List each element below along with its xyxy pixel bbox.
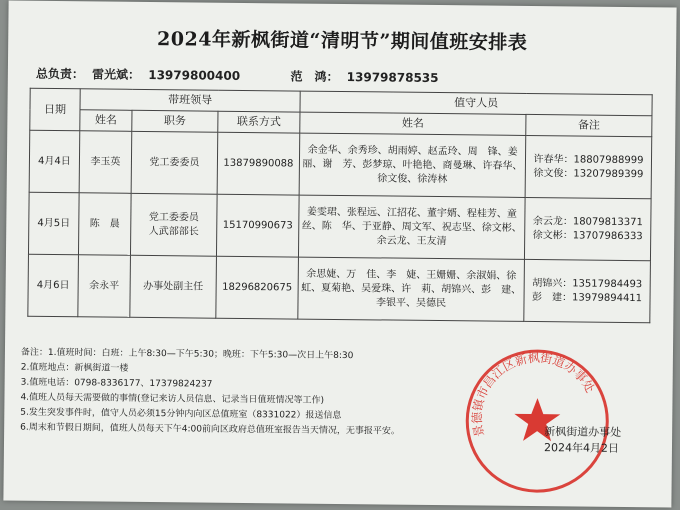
note-line: 5.发生突发事件时，值守人员必须15分钟内向区总值班室（8331022）报送信息 xyxy=(20,407,342,422)
header-leader-group: 带班领导 xyxy=(80,89,300,112)
note-line: 备注：1.值班时间：白班：上午8:30—下午5:30；晚班：下午5:30—次日上午8:30 xyxy=(20,347,354,362)
leader-1-phone: 13979800400 xyxy=(148,67,241,83)
table-row xyxy=(29,130,652,199)
row-staff: 余金华、余秀珍、胡雨婷、赵孟玲、周 锋、姜 丽、谢 芳、彭梦琼、叶艳艳、商曼琳、许春华、徐文俊、徐涛林 xyxy=(299,133,526,197)
remark-line: 徐文俊：13207989399 xyxy=(533,167,644,180)
row-staff: 余思婕、万 佳、李 婕、王姗姗、余淑娟、徐 虹、夏菊艳、吴爱珠、许 莉、胡锦兴、彭 建、李银平、吴德民 xyxy=(298,257,525,321)
leader-2-phone: 13979878535 xyxy=(346,70,439,86)
note-line: 3.值班电话：0798-8336177、17379824237 xyxy=(20,377,213,390)
row-position: 党工委委员 xyxy=(131,131,218,194)
header-date: 日期 xyxy=(30,88,80,131)
row-date: 4月5日 xyxy=(28,192,79,255)
note-line: 2.值班地点：新枫街道一楼 xyxy=(20,362,129,374)
remark-line: 彭 建：13979894411 xyxy=(532,291,643,304)
row-leader: 陈 晨 xyxy=(78,193,131,256)
remark-line: 许春华：18807988999 xyxy=(533,153,644,166)
header-duty-group: 值守人员 xyxy=(300,91,652,116)
table-row xyxy=(28,192,651,261)
row-remarks xyxy=(524,259,651,322)
leader-2-name: 范 鸿： xyxy=(290,69,339,84)
row-position: 办事处副主任 xyxy=(130,255,217,318)
row-position: 党工委委员 人武部部长 xyxy=(130,193,217,256)
header-position: 职务 xyxy=(132,110,218,132)
header-staff-names: 姓名 xyxy=(300,112,526,135)
signature-date: 2024年4月2日 xyxy=(543,441,620,455)
row-phone: 13879890088 xyxy=(217,132,300,195)
remark-line: 余云龙：18079813371 xyxy=(532,215,643,228)
header-name: 姓名 xyxy=(80,110,132,132)
row-remarks xyxy=(524,197,651,260)
row-leader: 李玉英 xyxy=(79,131,132,194)
duty-schedule-sheet xyxy=(3,1,676,508)
row-date: 4月4日 xyxy=(29,130,80,193)
row-phone: 15170990673 xyxy=(216,194,299,257)
official-seal-icon xyxy=(461,345,613,497)
leaders-label: 总负责： xyxy=(35,66,84,82)
notes-block xyxy=(20,346,401,440)
leader-1-name: 雷光斌： xyxy=(91,67,141,82)
remark-line: 徐文彬：13707986333 xyxy=(532,229,643,242)
note-line: 6.周末和节假日期间，值班人员每天下午4:00前向区政府总值班室报告当天情况，无事报平安。 xyxy=(20,422,401,437)
document-title: 2024年新枫街道“清明节”期间值班安排表 xyxy=(157,28,528,54)
signature-org: 新枫街道办事处 xyxy=(544,425,622,439)
header-contact: 联系方式 xyxy=(218,111,300,133)
row-remarks xyxy=(525,135,652,198)
note-line: 4.值班人员每天需要做的事情(登记来访人员信息、记录当日值班情况等工作) xyxy=(20,392,325,406)
table-row xyxy=(28,254,651,323)
row-phone: 18296820675 xyxy=(216,256,299,319)
row-leader: 余永平 xyxy=(78,255,131,318)
row-date: 4月6日 xyxy=(28,254,79,317)
seal-text: 景德镇市昌江区新枫街道办事处 xyxy=(470,350,598,439)
row-staff: 姜雯珺、张程远、江招花、董宇婿、程桂芳、童 丝、陈 华、于亚静、周文军、祝志坚、徐文彬、余云龙、王友清 xyxy=(298,195,525,259)
schedule-table xyxy=(27,88,652,324)
signature-block xyxy=(544,424,621,457)
general-leaders-line xyxy=(36,65,443,86)
remark-line: 胡锦兴：13517984493 xyxy=(532,277,643,290)
header-remarks: 备注 xyxy=(526,114,652,136)
